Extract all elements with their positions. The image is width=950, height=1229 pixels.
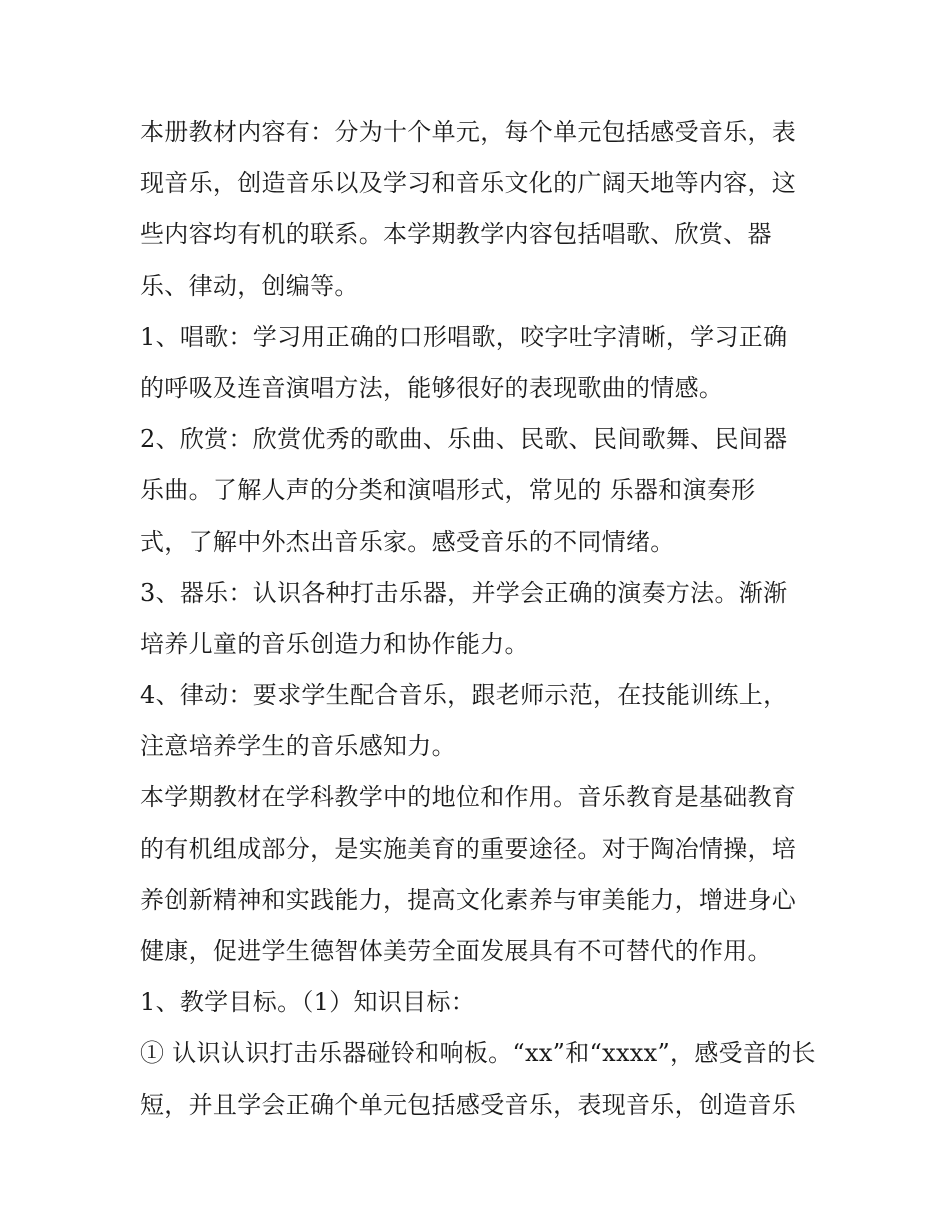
- text-line: 1、唱歌：学习用正确的口形唱歌，咬字吐字清晰，学习正确: [140, 322, 788, 351]
- text-line: 注意培养学生的音乐感知力。: [140, 732, 456, 761]
- text-line: 2、欣赏：欣赏优秀的歌曲、乐曲、民歌、民间歌舞、民间器: [140, 425, 788, 454]
- text-line: 养创新精神和实践能力，提高文化素养与审美能力，增进身心: [140, 885, 797, 914]
- body-text: [140, 107, 830, 1131]
- text-line: 短，并且学会正确个单元包括感受音乐，表现音乐，创造音乐: [140, 1090, 797, 1119]
- text-line: 健康，促进学生德智体美劳全面发展具有不可替代的作用。: [140, 937, 772, 965]
- text-line: 培养儿童的音乐创造力和协作能力。: [140, 629, 529, 658]
- text-line: 的呼吸及连音演唱方法，能够很好的表现歌曲的情感。: [140, 373, 724, 402]
- text-line: 现音乐，创造音乐以及学习和音乐文化的广阔天地等内容，这: [140, 169, 797, 198]
- text-line: 本学期教材在学科教学中的地位和作用。音乐教育是基础教育: [140, 783, 797, 812]
- text-line: 些内容均有机的联系。本学期教学内容包括唱歌、欣赏、器: [140, 220, 772, 249]
- text-line: 乐曲。了解人声的分类和演唱形式，常见的 乐器和演奏形: [140, 476, 756, 505]
- text-line: 本册教材内容有：分为十个单元，每个单元包括感受音乐，表: [140, 118, 797, 146]
- text-line: 式，了解中外杰出音乐家。感受音乐的不同情绪。: [140, 527, 675, 556]
- text-line: 4、律动：要求学生配合音乐，跟老师示范，在技能训练上，: [140, 681, 788, 710]
- text-line: ① 认识认识打击乐器碰铃和响板。“xx”和“xxxx”，感受音的长: [140, 1039, 816, 1068]
- text-line: 的有机组成部分，是实施美育的重要途径。对于陶冶情操，培: [140, 834, 797, 863]
- text-line: 1、教学目标。（1）知识目标：: [140, 988, 476, 1017]
- text-line: 乐、律动，创编等。: [140, 271, 359, 300]
- text-line: 3、器乐：认识各种打击乐器，并学会正确的演奏方法。渐渐: [140, 578, 788, 607]
